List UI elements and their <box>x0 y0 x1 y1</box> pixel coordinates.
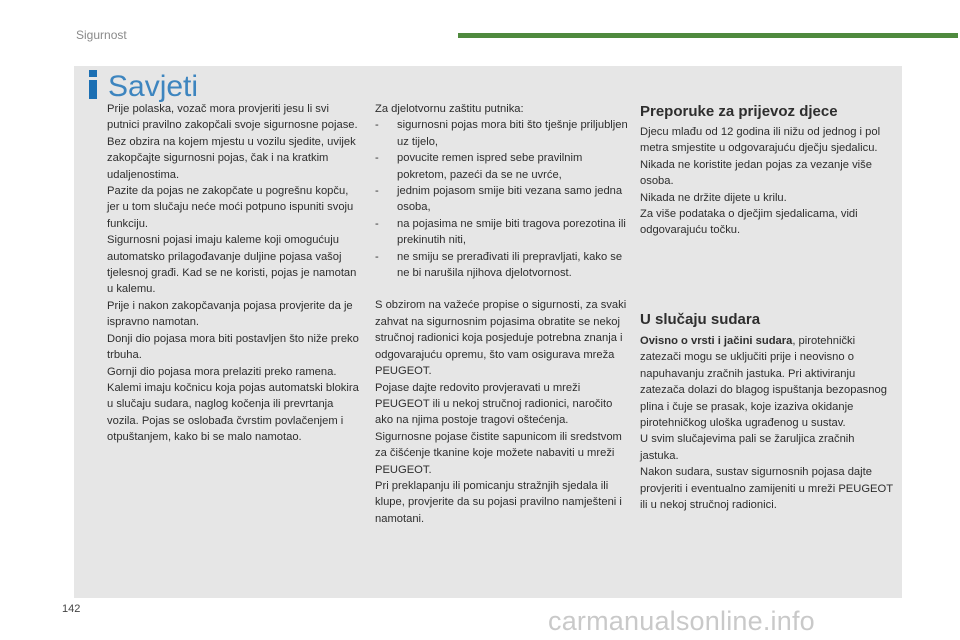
accident-text <box>640 333 894 513</box>
list-item: - povucite remen ispred sebe pravilnim pokretom, pazeći da se ne uvrće, <box>375 150 633 183</box>
paragraph: Djecu mlađu od 12 godina ili nižu od jednog i pol metra smjestite u odgovarajuću dječju sjedalicu. <box>640 126 881 155</box>
paragraph: Prije polaska, vozač mora provjeriti jesu li svi putnici pravilno zakopčali svoje sigurnosne pojase. <box>107 103 358 132</box>
paragraph: Za više podataka o dječjim sjedalicama, vidi odgovarajuću točku. <box>640 208 858 237</box>
paragraph: Nikada ne držite dijete u krilu. <box>640 191 787 204</box>
list-item: - sigurnosni pojas mora biti što tješnje priljubljen uz tijelo, <box>375 117 633 150</box>
children-text <box>640 124 892 239</box>
column-left <box>107 101 363 446</box>
paragraph: Sigurnosne pojase čistite sapunicom ili sredstvom za čišćenje tkanine koje možete nabaviti u mreži PEUGEOT. <box>375 430 622 476</box>
column-middle <box>375 101 633 527</box>
list-intro: Za djelotvornu zaštitu putnika: <box>375 103 524 115</box>
paragraph: U svim slučajevima pali se žaruljica zračnih jastuka. <box>640 433 855 462</box>
page-number: 142 <box>62 603 81 615</box>
protection-list <box>375 117 633 281</box>
lead-bold: Ovisno o vrsti i jačini sudara <box>640 335 793 347</box>
paragraph: Donji dio pojasa mora biti postavljen što niže preko trbuha. <box>107 332 359 362</box>
children-heading: Preporuke za prijevoz djece <box>640 103 838 120</box>
header-title: Sigurnost <box>76 28 127 42</box>
accident-heading: U slučaju sudara <box>640 311 761 328</box>
paragraph: Pazite da pojas ne zakopčate u pogrešnu kopču, jer u tom slučaju neće moći potpuno ispuniti svoju funkciju. <box>107 185 354 230</box>
paragraph: Sigurnosni pojasi imaju kaleme koji omogućuju automatsko prilagođavanje duljine pojasa vašoj tjelesnoj građi. Kad se ne koristi, pojas je namotan u kalemu. <box>107 234 357 296</box>
paragraph <box>640 333 894 431</box>
paragraph: Gornji dio pojasa mora prelaziti preko ramena. <box>107 365 337 378</box>
paragraph: Nikada ne koristite jedan pojas za vezanje više osoba. <box>640 158 872 188</box>
list-item: - ne smiju se prerađivati ili prepravljati, kako se ne bi narušila njihova djelotvornost. <box>375 249 633 282</box>
watermark: carmanualsonline.info <box>548 606 815 636</box>
paragraph: Nakon sudara, sustav sigurnosnih pojasa dajte provjeriti i eventualno zamijeniti u mreži PEUGEOT ili u nekoj stručnoj radionici. <box>640 466 893 512</box>
paragraph: Bez obzira na kojem mjestu u vozilu sjedite, uvijek zakopčajte sigurnosni pojas, čak i na kratkim udaljenostima. <box>107 135 356 181</box>
paragraph: Pri preklapanju ili pomicanju stražnjih sjedala ili klupe, provjerite da su pojasi pravilno namješteni i namotani. <box>375 479 622 525</box>
paragraph: S obzirom na važeće propise o sigurnosti, za svaki zahvat na sigurnosnim pojasima obratite se nekoj stručnoj radionici koja posjeduje potrebna znanja i odgovarajuću opremu, što vam osigurava mreža PEUGEOT. <box>375 299 627 378</box>
list-item: - jednim pojasom smije biti vezana samo jedna osoba, <box>375 183 633 216</box>
paragraph: Prije i nakon zakopčavanja pojasa provjerite da je ispravno namotan. <box>107 299 353 329</box>
paragraph: Kalemi imaju kočnicu koja pojas automatski blokira u slučaju sudara, naglog kočenja ili prevrtanja vozila. Pojas se oslobađa čvrstim povlačenjem i otpuštanjem, kako bi se malo namotao. <box>107 381 359 444</box>
header-rule <box>458 33 958 38</box>
paragraph: Pojase dajte redovito provjeravati u mreži PEUGEOT ili u nekoj stručnoj radionici, naročito ako na njima postoje tragovi oštećenja. <box>375 381 613 427</box>
info-icon <box>86 70 100 100</box>
section-title: Savjeti <box>108 70 199 103</box>
list-item: - na pojasima ne smije biti tragova porezotina ili prekinutih niti, <box>375 216 633 249</box>
lead-rest: , pirotehnički zatezači mogu se uključiti prije i neovisno o napuhavanju zračnih jastuka. Pri aktiviranju zatezača dolazi do blagog ispuštanja bezopasnog plina i čuje se prasak, koje izaziva okidanje pirotehničkog uloška ugrađenog u sustav. <box>640 335 887 430</box>
